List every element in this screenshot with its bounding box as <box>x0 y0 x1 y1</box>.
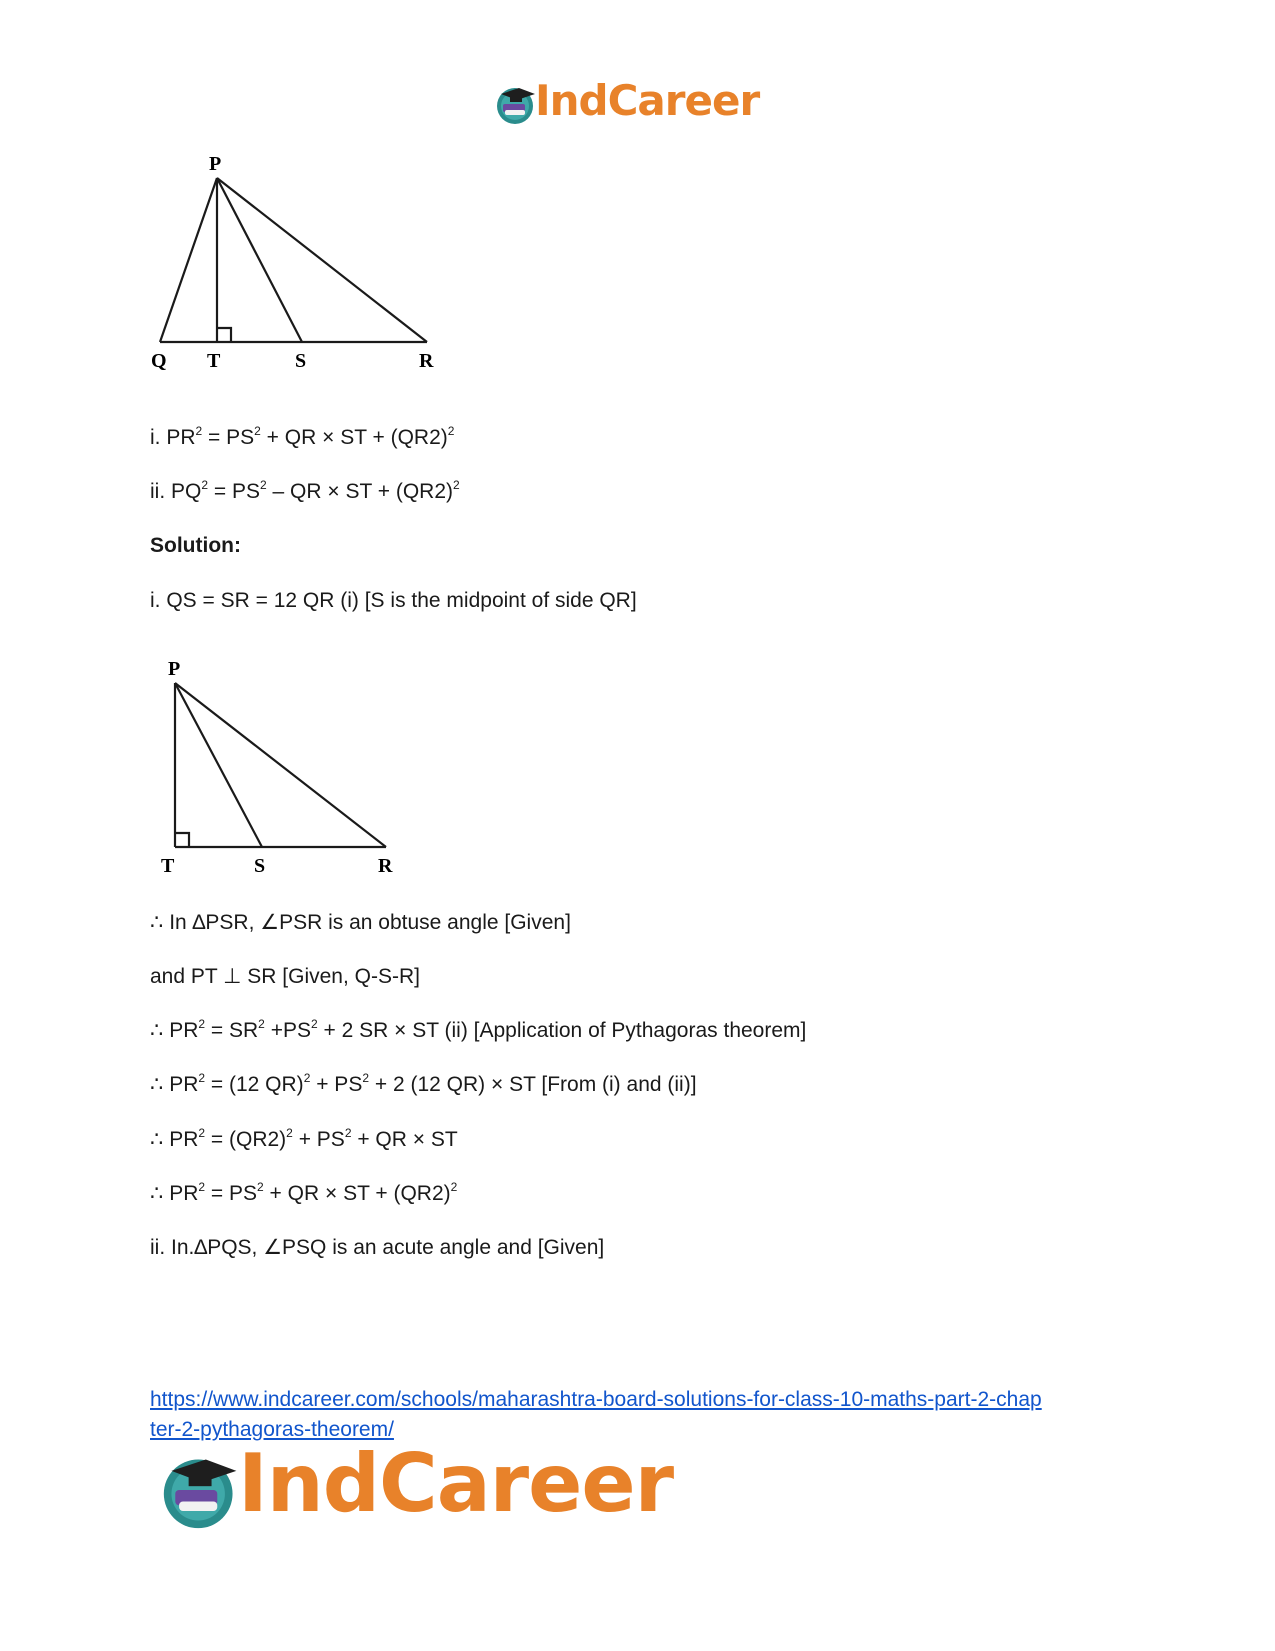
label-p: P <box>209 153 222 175</box>
solution-line-3: and PT ⊥ SR [Given, Q-S-R] <box>150 965 420 988</box>
label-s: S <box>295 350 307 372</box>
label-q: Q <box>151 350 167 372</box>
segment-ps <box>175 683 262 847</box>
footer-logo <box>160 1437 700 1537</box>
label-t: T <box>207 350 221 372</box>
label-t: T <box>161 855 175 877</box>
solution-line-1: i. QS = SR = 12 QR (i) [S is the midpoint of side QR] <box>150 589 637 612</box>
segment-pr <box>175 683 386 847</box>
triangle-figure-ptr <box>150 655 410 880</box>
right-angle-mark <box>217 328 231 342</box>
segment-pq <box>160 178 217 342</box>
right-angle-mark <box>175 833 189 847</box>
solution-line-8: ii. In.∆PQS, ∠PSQ is an acute angle and [Given] <box>150 1236 605 1259</box>
label-r: R <box>419 350 434 372</box>
solution-line-6: ∴ $PR^2 = (QR2)^2 + PS^2$ + QR × ST <box>150 1126 458 1151</box>
statement-ii: ii. $PQ^2 = PS^2$ – QR × ST + $(QR2)^2$ <box>150 478 460 503</box>
segment-ps <box>217 178 302 342</box>
solution-line-2: ∴ In ∆PSR, ∠PSR is an obtuse angle [Given] <box>150 911 571 934</box>
solution-line-4: ∴ $PR^2 = SR^2 +PS^2 + 2$ SR × ST (ii) [Application of Pythagoras theorem] <box>150 1017 807 1042</box>
triangle-figure-pqr <box>150 150 450 375</box>
label-s: S <box>254 855 266 877</box>
footer-link-line-1[interactable]: https://www.indcareer.com/schools/maharashtra-board-solutions-for-class-10-maths-part-2-chap <box>150 1388 1042 1411</box>
statement-i: i. $PR^2 = PS^2$ + QR × ST + $(QR2)^2$ <box>150 424 455 449</box>
solution-line-5: ∴ $PR^2 = (12$ $QR)^2 + PS^2 + 2$ (12 QR) × ST [From (i) and (ii)] <box>150 1071 697 1096</box>
solution-line-7: ∴ $PR^2 = PS^2$ + QR × ST + $(QR2)^2$ <box>150 1180 458 1205</box>
solution-heading: Solution: <box>150 534 241 557</box>
graduation-globe-icon <box>160 1447 244 1533</box>
header-logo-text: IndCareer <box>535 76 760 125</box>
label-p: P <box>168 658 181 680</box>
segment-pr <box>217 178 427 342</box>
footer-logo-text: IndCareer <box>238 1437 674 1530</box>
graduation-globe-icon <box>495 82 539 126</box>
header-logo <box>495 76 775 128</box>
label-r: R <box>378 855 393 877</box>
footer-link[interactable] <box>150 1385 1042 1445</box>
footer-link-line-2[interactable]: ter-2-pythagoras-theorem/ <box>150 1418 394 1441</box>
